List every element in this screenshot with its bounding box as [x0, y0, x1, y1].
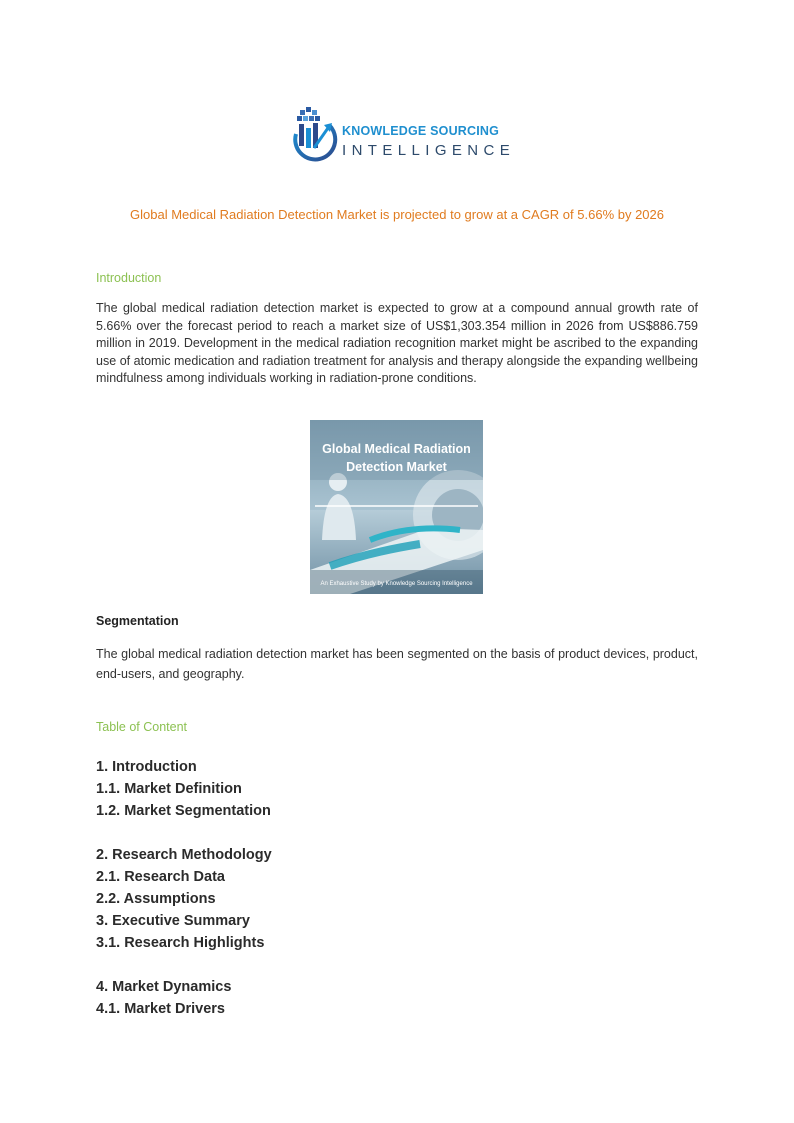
toc-item: 2.1. Research Data [96, 869, 225, 885]
cover-title [310, 440, 483, 476]
logo-text-line2: INTELLIGENCE [342, 142, 516, 159]
toc-item: 4.1. Market Drivers [96, 1001, 225, 1017]
cover-title-line1: Global Medical Radiation [322, 442, 471, 456]
toc-item: 1. Introduction [96, 759, 197, 775]
toc-heading: Table of Content [96, 720, 188, 734]
toc-item: 3.1. Research Highlights [96, 935, 265, 951]
logo-emblem-icon [290, 104, 342, 166]
segmentation-paragraph: The global medical radiation detection market has been segmented on the basis of product devices, product, end-users, and geography. [96, 647, 698, 681]
cover-caption: An Exhaustive Study by Knowledge Sourcing Intelligence [320, 581, 473, 587]
toc-item: 3. Executive Summary [96, 913, 250, 929]
introduction-paragraph: The global medical radiation detection market is expected to grow at a compound annual growth rate of 5.66% over the forecast period to reach a market size of US$1,303.354 million in 2026 from US$886.759 million in 2019. Development in the medical radiation recognition market might be ascribed to the expanding use of atomic medication and radiation treatment for analysis and therapy alongside the expanding wellbeing mindfulness among individuals working in radiation-prone conditions. [96, 301, 698, 386]
introduction-heading: Introduction [96, 271, 162, 285]
segmentation-heading: Segmentation [96, 614, 179, 628]
logo-text-line1: KNOWLEDGE SOURCING [342, 124, 500, 138]
toc-item: 2.2. Assumptions [96, 891, 216, 907]
toc-item: 1.1. Market Definition [96, 781, 242, 797]
report-cover-image [310, 420, 483, 594]
toc-item: 2. Research Methodology [96, 847, 272, 863]
company-logo [290, 104, 520, 168]
cover-title-line2: Detection Market [346, 460, 447, 474]
toc-item: 1.2. Market Segmentation [96, 803, 271, 819]
toc-item: 4. Market Dynamics [96, 979, 232, 995]
page-headline: Global Medical Radiation Detection Market is projected to grow at a CAGR of 5.66% by 2026 [130, 207, 664, 222]
